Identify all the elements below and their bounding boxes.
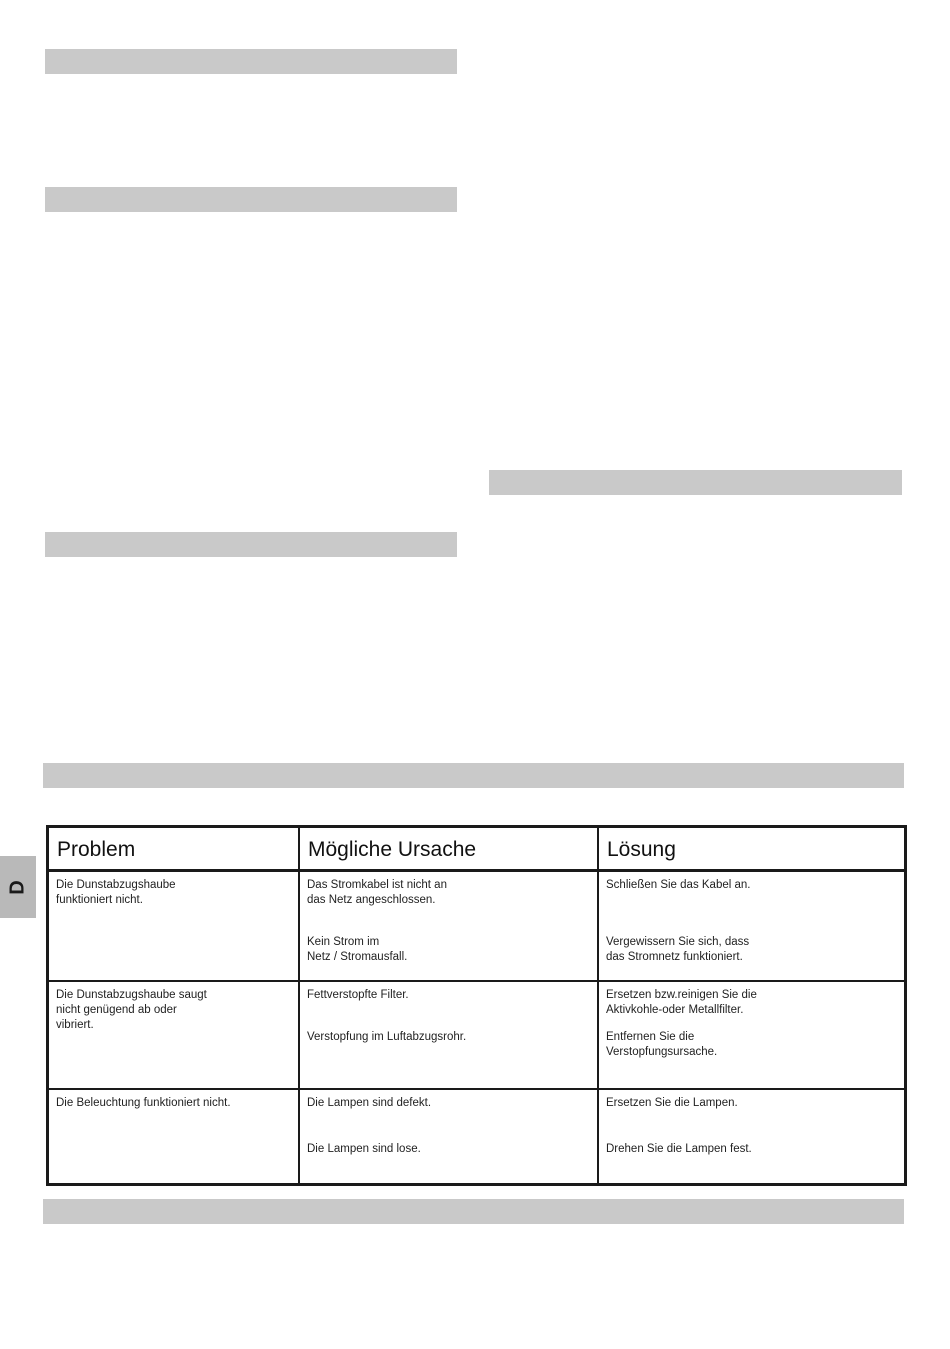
cause-text: Verstopfung im Luftabzugsrohr. [307,1031,467,1043]
solution-text: Vergewissern Sie sich, dass das Stromnetz funktioniert. [606,936,750,963]
solution-text: Drehen Sie die Lampen fest. [606,1143,752,1155]
section-header-bar-wide [43,763,904,788]
language-tab-label: D [6,879,29,895]
troubleshooting-table [46,825,907,1186]
table-cell-cause [300,872,599,982]
section-header-bar [489,470,902,495]
table-cell-problem [49,872,300,982]
solution-text: Entfernen Sie die Verstopfungsursache. [606,1031,718,1058]
cause-text: Die Lampen sind lose. [307,1143,421,1155]
problem-text: Die Dunstabzugshaube saugt nicht genügend ab oder vibriert. [56,989,207,1031]
solution-text: Ersetzen bzw.reinigen Sie die Aktivkohle-oder Metallfilter. [606,989,757,1016]
column-header-cause: Mögliche Ursache [300,828,599,872]
problem-text: Die Dunstabzugshaube funktioniert nicht. [56,879,176,906]
section-header-bar [45,187,457,212]
solution-text: Schließen Sie das Kabel an. [606,879,751,891]
section-header-bar [45,49,457,74]
table-cell-solution [599,1090,904,1183]
table-cell-cause [300,982,599,1090]
table-cell-cause [300,1090,599,1183]
cause-text: Die Lampen sind defekt. [307,1097,432,1109]
problem-text: Die Beleuchtung funktioniert nicht. [56,1097,231,1109]
table-cell-solution [599,982,904,1090]
section-header-bar [45,532,457,557]
column-header-problem: Problem [49,828,300,872]
column-header-solution: Lösung [599,828,904,872]
language-tab [0,856,36,918]
table-cell-problem [49,982,300,1090]
cause-text: Das Stromkabel ist nicht an das Netz angeschlossen. [307,879,447,906]
table-cell-problem [49,1090,300,1183]
table-cell-solution [599,872,904,982]
solution-text: Ersetzen Sie die Lampen. [606,1097,738,1109]
cause-text: Kein Strom im Netz / Stromausfall. [307,936,408,963]
section-header-bar-wide [43,1199,904,1224]
cause-text: Fettverstopfte Filter. [307,989,409,1001]
